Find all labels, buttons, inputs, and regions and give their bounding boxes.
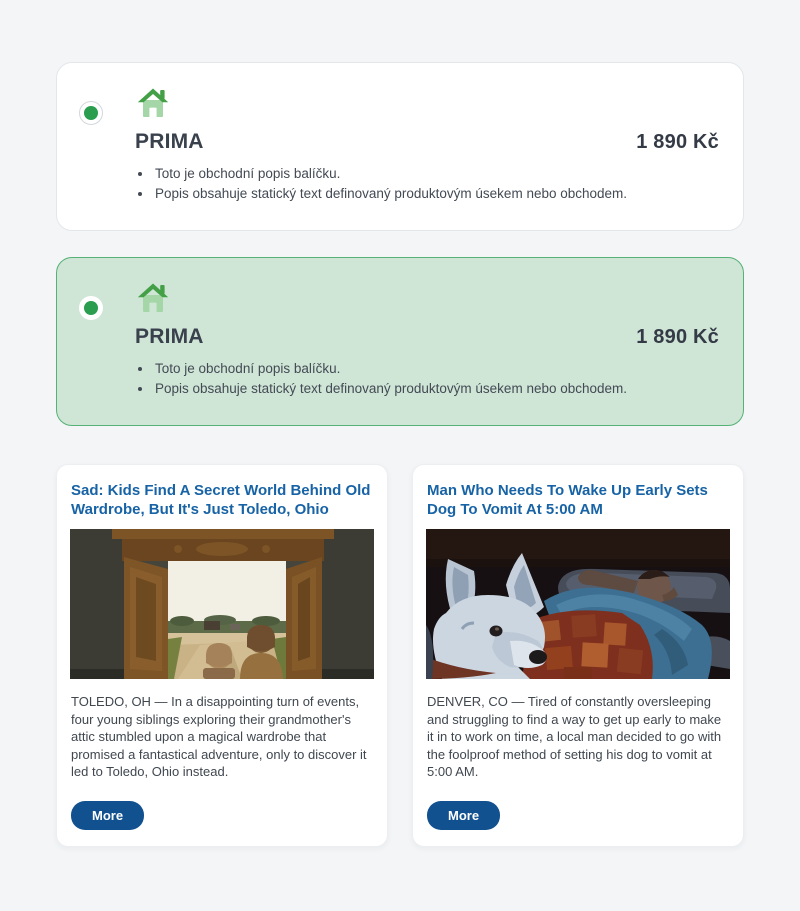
- package-bullet: • Popis obsahuje statický text definovaný produktovým úsekem nebo obchodem.: [153, 379, 719, 399]
- more-button[interactable]: More: [427, 801, 500, 830]
- package-option-prima-2-selected[interactable]: [56, 257, 744, 426]
- article-body: DENVER, CO — Tired of constantly oversleeping and struggling to find a way to get up early to make it in to work on time, a local man decided to go with the foolproof method of setting his dog to vomit at 5:00 AM.: [427, 694, 722, 779]
- article-card-dog: [412, 464, 744, 847]
- package-content: [117, 87, 719, 204]
- package-content: [117, 282, 719, 399]
- home-icon: [135, 87, 719, 126]
- home-icon: [135, 282, 719, 321]
- radio-dot: [84, 301, 98, 315]
- package-name: PRIMA: [135, 325, 204, 348]
- package-price: 1 890 Kč: [636, 326, 719, 348]
- article-title-link[interactable]: Sad: Kids Find A Secret World Behind Old Wardrobe, But It's Just Toledo, Ohio: [71, 482, 371, 518]
- article-card-wardrobe: [56, 464, 388, 847]
- radio-button[interactable]: [79, 296, 103, 320]
- article-title-link[interactable]: Man Who Needs To Wake Up Early Sets Dog To Vomit At 5:00 AM: [427, 482, 708, 518]
- package-bullet: • Toto je obchodní popis balíčku.: [153, 164, 719, 184]
- package-price: 1 890 Kč: [636, 131, 719, 153]
- radio-button[interactable]: [79, 101, 103, 125]
- more-button[interactable]: More: [71, 801, 144, 830]
- package-description-list: [153, 359, 719, 399]
- package-bullet: • Popis obsahuje statický text definovaný produktovým úsekem nebo obchodem.: [153, 184, 719, 204]
- article-image-dog[interactable]: [426, 529, 730, 679]
- package-bullet: • Toto je obchodní popis balíčku.: [153, 359, 719, 379]
- article-image-wardrobe[interactable]: [70, 529, 374, 679]
- articles-row: [56, 464, 744, 847]
- package-description-list: [153, 164, 719, 204]
- radio-dot: [84, 106, 98, 120]
- article-body: TOLEDO, OH — In a disappointing turn of events, four young siblings exploring their grandmother's attic stumbled upon a magical wardrobe that promised a fantastical adventure, only to discover it led to Toledo, Ohio instead.: [71, 694, 367, 779]
- package-option-prima-1[interactable]: [56, 62, 744, 231]
- package-name: PRIMA: [135, 130, 204, 153]
